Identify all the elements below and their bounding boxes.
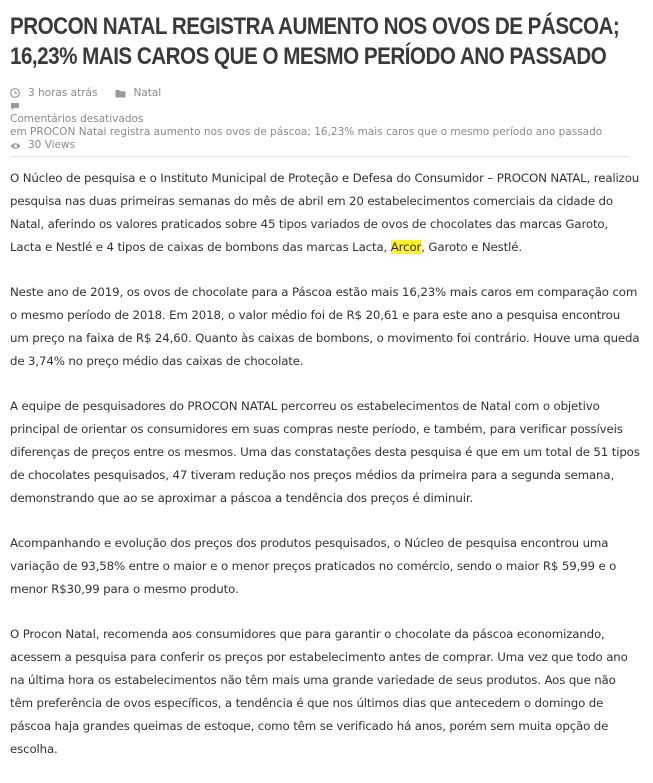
meta-row-views	[10, 139, 640, 152]
paragraph-1-end: , Garoto e Nestlé.	[421, 240, 522, 254]
paragraph-1	[10, 167, 640, 259]
comments-context: em PROCON Natal registra aumento nos ovos de páscoa; 16,23% mais caros que o mesmo período ano passado	[10, 126, 603, 138]
eye-icon	[10, 141, 20, 151]
paragraph-3: A equipe de pesquisadores do PROCON NATAL percorreu os estabelecimentos de Natal com o objetivo principal de orientar os consumidores em suas compras neste período, e também, para verificar possíveis diferenças de preços entre os mesmos. Uma das constatações desta pesquisa é que em um total de 51 tipos de chocolates pesquisados, 47 tiveram redução nos preços médios da primeira para a segunda semana, demonstrando que ao se aproximar a páscoa a tendência dos preços é diminuir.	[10, 399, 640, 505]
article-meta	[10, 86, 640, 152]
meta-row-time-category	[10, 86, 640, 100]
article-title: PROCON NATAL REGISTRA AUMENTO NOS OVOS DE PÁSCOA; 16,23% MAIS CAROS QUE O MESMO PERÍODO ANO PASSADO	[10, 13, 620, 70]
comments-status: Comentários desativados	[10, 113, 144, 125]
paragraph-2: Neste ano de 2019, os ovos de chocolate para a Páscoa estão mais 16,23% mais caros em comparação com o mesmo período de 2018. Em 2018, o valor médio foi de R$ 20,61 e para este ano a pesquisa encontrou um preço na faixa de R$ 24,60. Quanto às caixas de bombons, o movimento foi contrário. Houve uma queda de 3,74% no preço médio das caixas de chocolate.	[10, 285, 640, 368]
paragraph-4: Acompanhando e evolução dos preços dos produtos pesquisados, o Núcleo de pesquisa encontrou uma variação de 93,58% entre o maior e o menor preços praticados no comércio, sendo o maior R$ 59,99 e o menor R$30,99 para o mesmo produto.	[10, 536, 617, 596]
post-time: 3 horas atrás	[28, 86, 98, 99]
comment-icon	[10, 102, 20, 112]
highlighted-term: Arcor	[390, 240, 422, 254]
paragraph-1-text: O Núcleo de pesquisa e o Instituto Municipal de Proteção e Defesa do Consumidor – PROCON NATAL, realizou pesquisa nas duas primeiras semanas do mês de abril em 20 estabelecimentos comerciais da cidade do Natal, aferindo os valores praticados sobre 45 tipos variados de ovos de chocolates das marcas Garoto, Lacta e Nestlé e 4 tipos de caixas de bombons das marcas Lacta,	[10, 171, 640, 254]
paragraph-5: O Procon Natal, recomenda aos consumidores que para garantir o chocolate da páscoa economizando, acessem a pesquisa para conferir os preços por estabelecimento antes de comprar. Uma vez que todo ano na última hora os estabelecimentos não têm mais uma grande variedade de seus produtos. Aos que não têm preferência de ovos específicos, a tendência é que nos últimos dias que antecedem o domingo de páscoa haja grandes queimas de estoque, como têm se verificado há anos, porém sem muita opção de escolha.	[10, 627, 628, 756]
clock-icon	[10, 88, 20, 98]
meta-divider	[10, 156, 630, 157]
category-link[interactable]: Natal	[133, 86, 162, 99]
meta-row-comment-icon	[10, 100, 640, 113]
view-count: 30 Views	[28, 139, 76, 151]
article-body	[10, 167, 640, 783]
folder-icon	[115, 88, 125, 98]
